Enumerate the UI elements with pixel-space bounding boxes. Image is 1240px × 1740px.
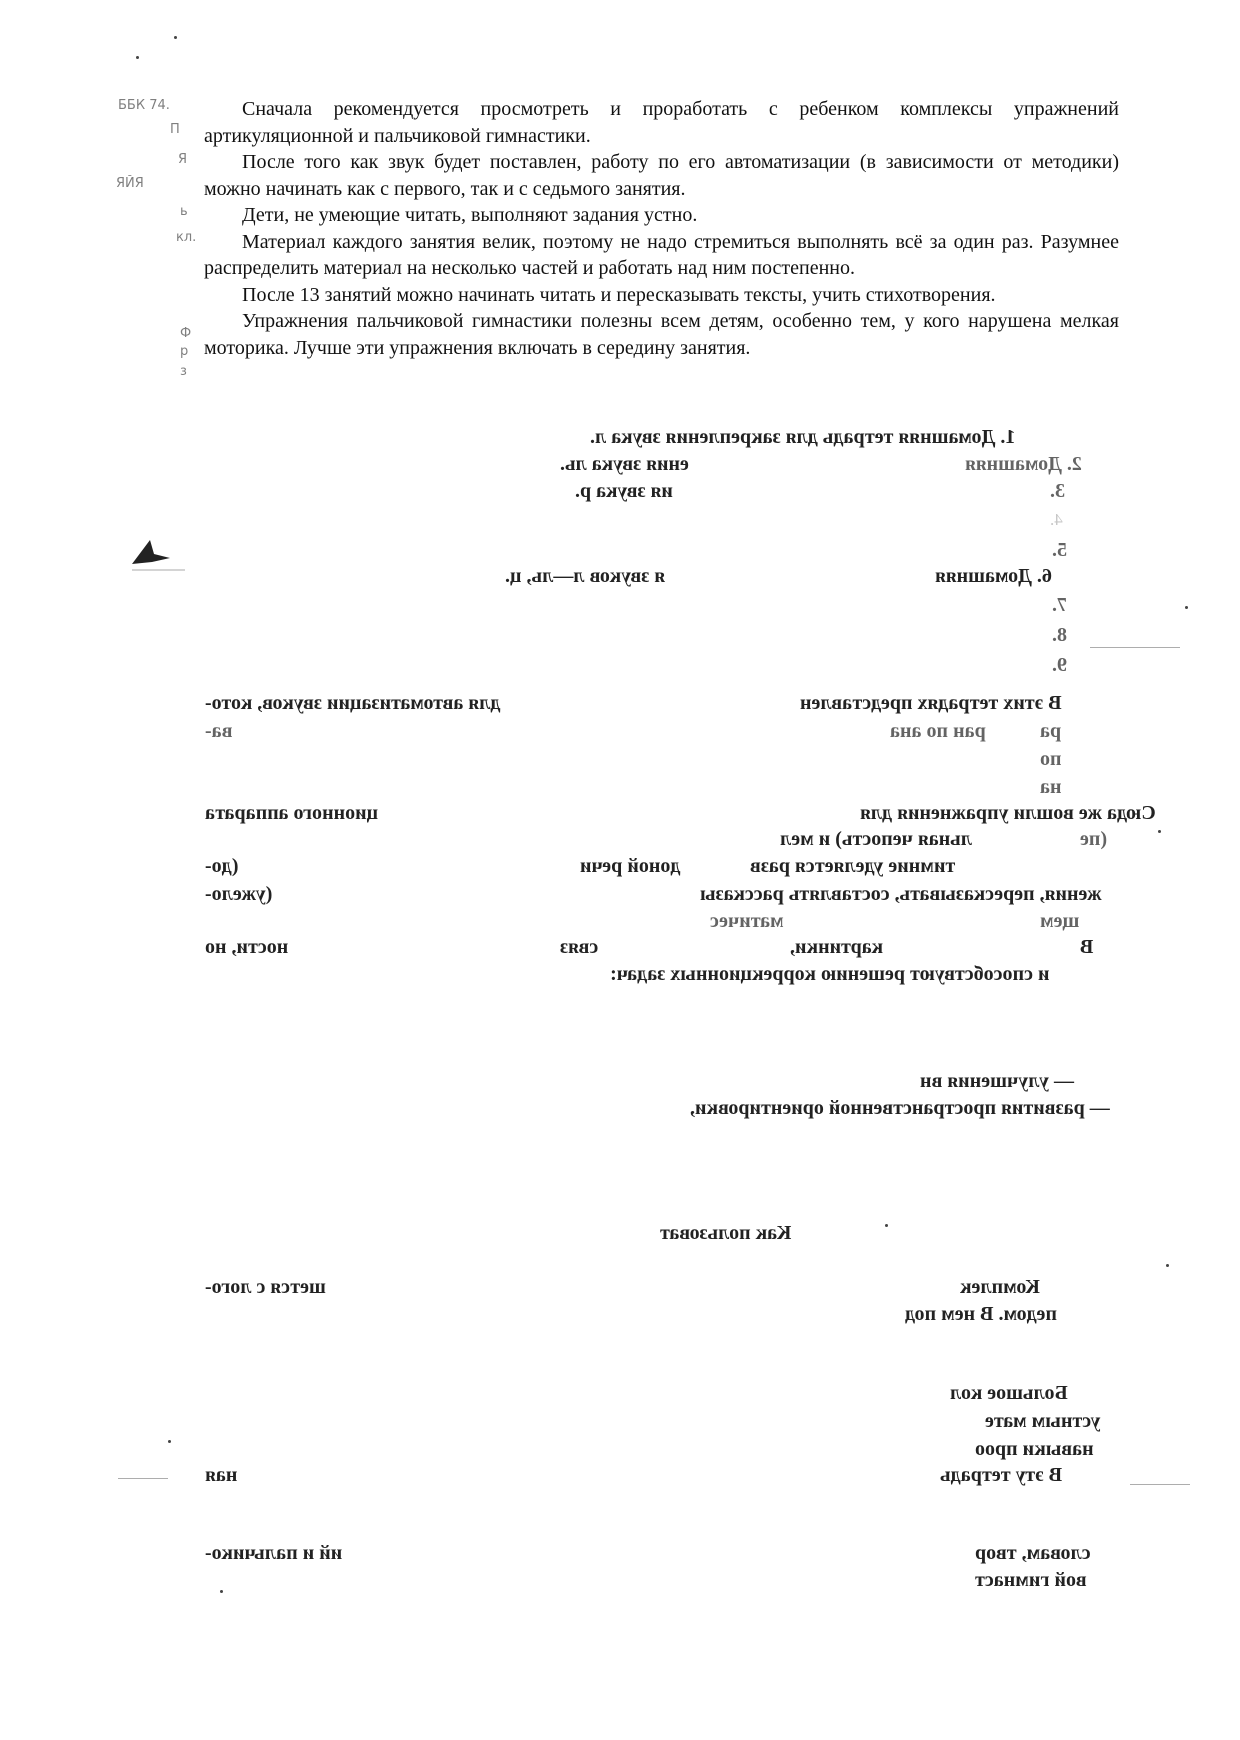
bleed-text: В эту тетрадь (940, 1464, 1063, 1486)
paragraph: Упражнения пальчиковой гимнастики полезны всем детям, особенно тем, у кого нарушена мелкая моторика. Лучше эти упражнения включать в середину занятия. (204, 310, 1119, 359)
margin-note: Ф (180, 326, 192, 341)
bleed-text: 1. Домашняя тетрадь для закрепления звука л. (590, 426, 1016, 448)
bleed-text: для автоматизации звуков, кото- (205, 692, 501, 714)
bleed-text: я звуков л—ль, ц. (505, 565, 666, 587)
bleed-text: педом. В нем под (905, 1303, 1057, 1325)
bleed-text: навыки проо (975, 1438, 1094, 1460)
bleed-text: ран по ана (890, 720, 986, 742)
scan-speck (174, 36, 177, 39)
bleed-text: льная чепость) и мел (780, 828, 973, 850)
scan-speck (168, 1440, 171, 1443)
paragraph: Дети, не умеющие читать, выполняют задания устно. (242, 204, 698, 226)
paragraph: После того как звук будет поставлен, работу по его автоматизации (в зависимости от методики) можно начинать как с первого, так и с седьмого занятия. (204, 151, 1119, 200)
bleed-text: тимние уделяется разв (750, 855, 956, 877)
bleed-text: жения, пересказывать, составлять рассказы (700, 883, 1102, 905)
bleed-text: 8. (1052, 624, 1067, 646)
margin-note: з (180, 364, 187, 379)
scan-blot-icon (130, 534, 190, 574)
scan-speck (885, 1224, 888, 1227)
margin-note: ь (180, 204, 188, 219)
bleed-text: ности, но (205, 936, 289, 958)
bleed-text: ва- (205, 720, 233, 742)
bleed-text: 5. (1052, 539, 1067, 561)
bleed-text: вой гимнаст (975, 1569, 1087, 1591)
scan-line (1130, 1484, 1190, 1485)
bleed-text: Большое кол (950, 1382, 1068, 1404)
bleed-text: 4. (1050, 510, 1063, 529)
bleed-text: по (1040, 748, 1062, 770)
bleed-text: картинки, (790, 936, 883, 958)
bleed-text: 3. (1050, 480, 1065, 502)
bleed-text: (до- (205, 855, 239, 877)
scan-speck (1158, 830, 1161, 833)
bleed-text: 7. (1052, 594, 1067, 616)
bleed-text: 6. Домашняя (935, 565, 1052, 587)
scan-speck (220, 1590, 223, 1593)
bleed-text: В (1080, 936, 1094, 958)
bleed-text: доной речи (580, 855, 681, 877)
bleed-text: ная (205, 1464, 238, 1486)
bleed-text: Как пользоват (660, 1222, 792, 1244)
bleed-text: (пе (1080, 828, 1108, 850)
bleed-text: на (1040, 776, 1062, 798)
margin-note: ББК 74. (118, 98, 170, 113)
paragraph: Сначала рекомендуется просмотреть и проработать с ребенком комплексы упражнений артикуляционной и пальчиковой гимнастики. (204, 98, 1119, 147)
bleed-text: устным мате (985, 1410, 1101, 1432)
bleed-text: (ужело- (205, 883, 273, 905)
bleed-text: ий и пальчико- (205, 1542, 343, 1564)
bleed-text: и способствуют решению коррекционных задач: (610, 963, 1050, 985)
margin-note: П (170, 122, 180, 137)
bleed-text: шется с лого- (205, 1276, 326, 1298)
bleed-text: связ (560, 936, 599, 958)
scan-line (118, 1478, 168, 1479)
margin-note: ЯЙЯ (116, 176, 144, 191)
bleed-text: — улучшения вн (920, 1070, 1074, 1092)
bleed-text: 9. (1052, 654, 1067, 676)
bleed-text: — развития пространственной ориентировки, (690, 1097, 1110, 1119)
paragraph: После 13 занятий можно начинать читать и пересказывать тексты, учить стихотворения. (242, 283, 996, 306)
bleed-text: ра (1040, 720, 1062, 742)
scan-speck (1185, 606, 1188, 609)
main-text-block (204, 96, 1119, 361)
scan-line (1090, 647, 1180, 648)
bleed-text: матичес (710, 910, 784, 932)
margin-note: р (180, 344, 189, 359)
bleed-text: 2. Домашняя (965, 453, 1082, 475)
scan-speck (136, 56, 139, 59)
bleed-text: В этих тетрадях представлен (800, 692, 1062, 714)
bleed-text: ения звука ль. (560, 453, 689, 475)
paragraph: Материал каждого занятия велик, поэтому не надо стремиться выполнять всё за один раз. Разумнее распределить материал на несколько частей и работать над ним постепенно. (204, 230, 1119, 279)
bleed-text: щем (1040, 910, 1080, 932)
scan-speck (1166, 1264, 1169, 1267)
bleed-text: ционного аппарата (205, 802, 379, 824)
bleed-text: Комплек (960, 1276, 1040, 1298)
margin-note: кл. (176, 230, 197, 245)
bleed-text: ия звука р. (575, 480, 673, 502)
margin-note: Я (178, 152, 188, 167)
bleed-text: словам, твор (975, 1542, 1091, 1564)
bleed-text: Сюда же вошли упражнения для (860, 802, 1156, 824)
